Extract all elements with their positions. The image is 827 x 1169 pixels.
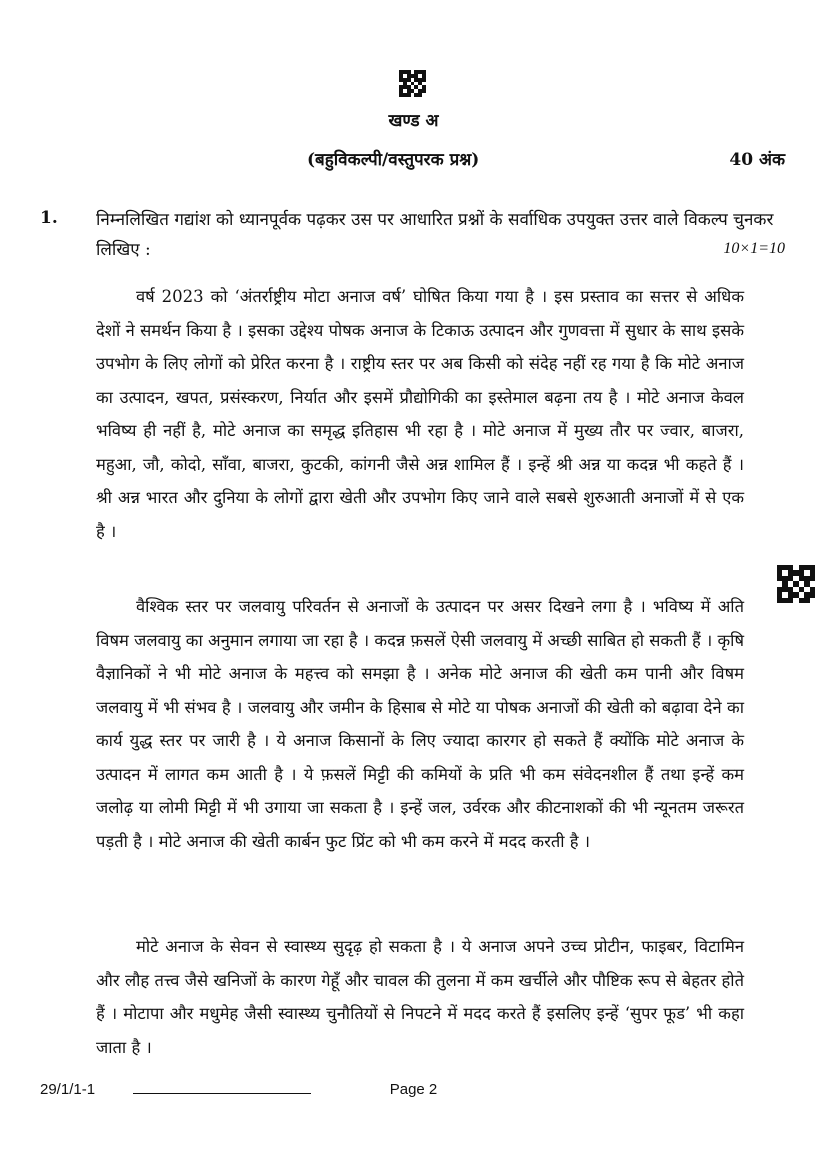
question-number: 1. bbox=[40, 208, 58, 228]
section-title: खण्ड अ bbox=[388, 111, 439, 131]
section-subtitle: (बहुविकल्पी/वस्तुपरक प्रश्न) bbox=[307, 150, 480, 170]
qr-code-icon bbox=[777, 565, 815, 603]
passage-paragraph: वैश्विक स्तर पर जलवायु परिवर्तन से अनाजों के उत्पादन पर असर दिखने लगा है । भविष्य में अति विषम जलवायु का अनुमान लगाया जा रहा है । कदन्न फ़सलें ऐसी जलवायु में अच्छी साबित हो सकती हैं । कृषि वैज्ञानिकों ने भी मोटे अनाज के महत्त्व को समझा है । अनेक मोटे अनाज की खेती कम पानी और विषम जलवायु में भी संभव है । जलवायु और जमीन के हिसाब से मोटे या पोषक अनाजों की खेती को बढ़ावा देने का कार्य युद्ध स्तर पर जारी है । ये अनाज किसानों के लिए ज्यादा कारगर हो सकते हैं क्योंकि मोटे अनाज के उत्पादन में लागत कम आती है । ये फ़सलें मिट्टी की कमियों के प्रति भी कम संवेदनशील हैं तथा इन्हें कम जलोढ़ या लोमी मिट्टी में भी उगाया जा सकता है । इन्हें जल, उर्वरक और कीटनाशकों की भी न्यूनतम जरूरत पड़ती है । मोटे अनाज की खेती कार्बन फुट प्रिंट को भी कम करने में मदद करती है । bbox=[96, 597, 744, 851]
page-number: Page 2 bbox=[389, 1081, 438, 1098]
passage-paragraph: मोटे अनाज के सेवन से स्वास्थ्य सुदृढ़ हो सकता है । ये अनाज अपने उच्च प्रोटीन, फाइबर, विटामिन और लौह तत्त्व जैसे खनिजों के कारण गेहूँ और चावल की तुलना में कम खर्चीले और पौष्टिक रूप से बेहतर होते हैं । मोटापा और मधुमेह जैसी स्वास्थ्य चुनौतियों से निपटने में मदद करते हैं इसलिए इन्हें ‘सुपर फूड’ भी कहा जाता है । bbox=[96, 937, 744, 1057]
section-marks: 40 अंक bbox=[729, 150, 785, 170]
qr-code-icon bbox=[399, 70, 426, 97]
passage-paragraph: वर्ष 2023 को ‘अंतर्राष्ट्रीय मोटा अनाज वर्ष’ घोषित किया गया है । इस प्रस्ताव का सत्तर से अधिक देशों ने समर्थन किया है । इसका उद्देश्य पोषक अनाज के टिकाऊ उत्पादन और गुणवत्ता में सुधार के साथ इसके उपभोग के लिए लोगों को प्रेरित करना है । राष्ट्रीय स्तर पर अब किसी को संदेह नहीं रह गया है कि मोटे अनाज का उत्पादन, खपत, प्रसंस्करण, निर्यात और इसमें प्रौद्योगिकी का इस्तेमाल बढ़ना तय है । मोटे अनाज केवल भविष्य ही नहीं है, मोटे अनाज का समृद्ध इतिहास भी रहा है । मोटे अनाज में मुख्य तौर पर ज्वार, बाजरा, महुआ, जौ, कोदो, साँवा, बाजरा, कुटकी, कांगनी जैसे अन्न शामिल हैं । इन्हें श्री अन्न या कदन्न भी कहते हैं । श्री अन्न भारत और दुनिया के लोगों द्वारा खेती और उपभोग किए जाने वाले सबसे शुरुआती अनाजों में से एक है । bbox=[96, 287, 744, 541]
paper-code: 29/1/1-1 bbox=[40, 1081, 96, 1098]
question-marks: 10×1=10 bbox=[723, 240, 785, 257]
question-instruction: निम्नलिखित गद्यांश को ध्यानपूर्वक पढ़कर उस पर आधारित प्रश्नों के सर्वाधिक उपयुक्त उत्तर वाले विकल्प चुनकर लिखिए : bbox=[96, 210, 774, 260]
